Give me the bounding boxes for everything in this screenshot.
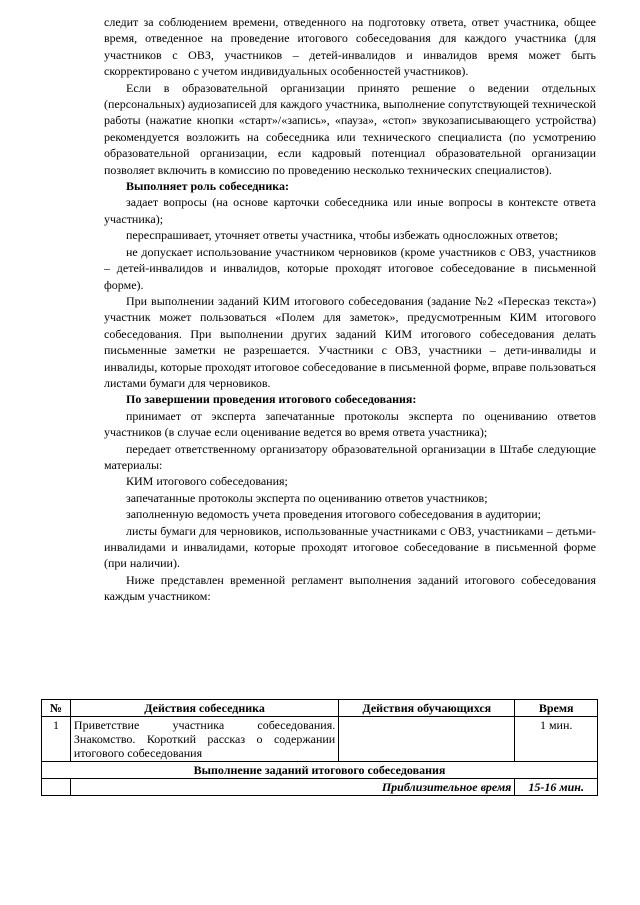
row-number: 1 xyxy=(42,717,71,762)
paragraph: Ниже представлен временной регламент выполнения заданий итогового собеседования каждым участником: xyxy=(104,572,596,604)
approx-time-value: 15-16 мин. xyxy=(515,779,598,796)
table-total-row xyxy=(42,779,598,796)
row-time: 1 мин. xyxy=(515,717,598,762)
paragraph: задает вопросы (на основе карточки собеседника или иные вопросы в контексте ответа участника); xyxy=(104,195,596,226)
table-section-row xyxy=(42,762,598,779)
paragraph: При выполнении заданий КИМ итогового собеседования (задание №2 «Пересказ текста») участник может пользоваться «Полем для заметок», предусмотренным КИМ итогового собеседования. При выполнении других заданий КИМ итогового собеседования делать письменные заметки не разрешается. Участники с ОВЗ, участники – дети-инвалиды и инвалиды, которые проходят итоговое собеседование в письменной форме, вправе пользоваться листами бумаги для черновиков. xyxy=(104,293,596,390)
paragraph: следит за соблюдением времени, отведенного на подготовку ответа, ответ участника, общее время, отведенное на проведение итогового собеседования для каждого участника (для участников с ОВЗ, участников – детей-инвалидов и инвалидов время может быть скорректировано с учетом индивидуальных особенностей участников). xyxy=(104,15,596,79)
approx-time-label: Приблизительное время xyxy=(70,779,514,796)
paragraph: принимает от эксперта запечатанные протоколы эксперта по оцениванию ответов участников (в случае если оценивание ведется во время ответа участника); xyxy=(104,408,596,440)
paragraph: не допускает использование участником черновиков (кроме участников с ОВЗ, участников – детей-инвалидов и инвалидов, которые проходят итоговое собеседование в письменной форме). xyxy=(104,244,596,292)
section-title: Выполнение заданий итогового собеседования xyxy=(42,762,598,779)
col-header-interviewer-actions: Действия собеседника xyxy=(70,700,338,717)
paragraph: переспрашивает, уточняет ответы участника, чтобы избежать односложных ответов; xyxy=(126,228,559,243)
document-body xyxy=(104,14,596,605)
paragraph: Если в образовательной организации принято решение о ведении отдельных (персональных) аудиозаписей для каждого участника, выполнение сопутствующей технической работы (нажатие кнопки «старт»/«запись», «пауза», «стоп» звукозаписывающего устройства) рекомендуется возложить на собеседника или технического специалиста (по усмотрению образовательной организации, если кадровый потенциал образовательной организации позволяет включить в комиссию по проведению несколько технических специалистов). xyxy=(104,80,596,177)
col-header-student-actions: Действия обучающихся xyxy=(339,700,515,717)
schedule-table xyxy=(41,699,598,796)
table-header-row xyxy=(42,700,598,717)
paragraph: передает ответственному организатору образовательной организации в Штабе следующие материалы: xyxy=(104,441,596,472)
row-student-action xyxy=(339,717,515,762)
section-heading-interviewer-role: Выполняет роль собеседника: xyxy=(126,179,289,194)
table-row xyxy=(42,717,598,762)
col-header-time: Время xyxy=(515,700,598,717)
empty-cell xyxy=(42,779,71,796)
paragraph: запечатанные протоколы эксперта по оцениванию ответов участников; xyxy=(126,490,488,505)
paragraph: листы бумаги для черновиков, использованные участниками с ОВЗ, участниками – детьми-инвалидами и инвалидами, которые проходят итоговое собеседование в письменной форме (при наличии). xyxy=(104,523,596,571)
col-header-num: № xyxy=(42,700,71,717)
paragraph: КИМ итогового собеседования; xyxy=(126,474,288,489)
section-heading-after-interview: По завершении проведения итогового собеседования: xyxy=(126,392,417,407)
paragraph: заполненную ведомость учета проведения итогового собеседования в аудитории; xyxy=(126,507,541,522)
row-interviewer-action: Приветствие участника собеседования. Знакомство. Короткий рассказ о содержании итогового собеседования xyxy=(70,717,338,762)
